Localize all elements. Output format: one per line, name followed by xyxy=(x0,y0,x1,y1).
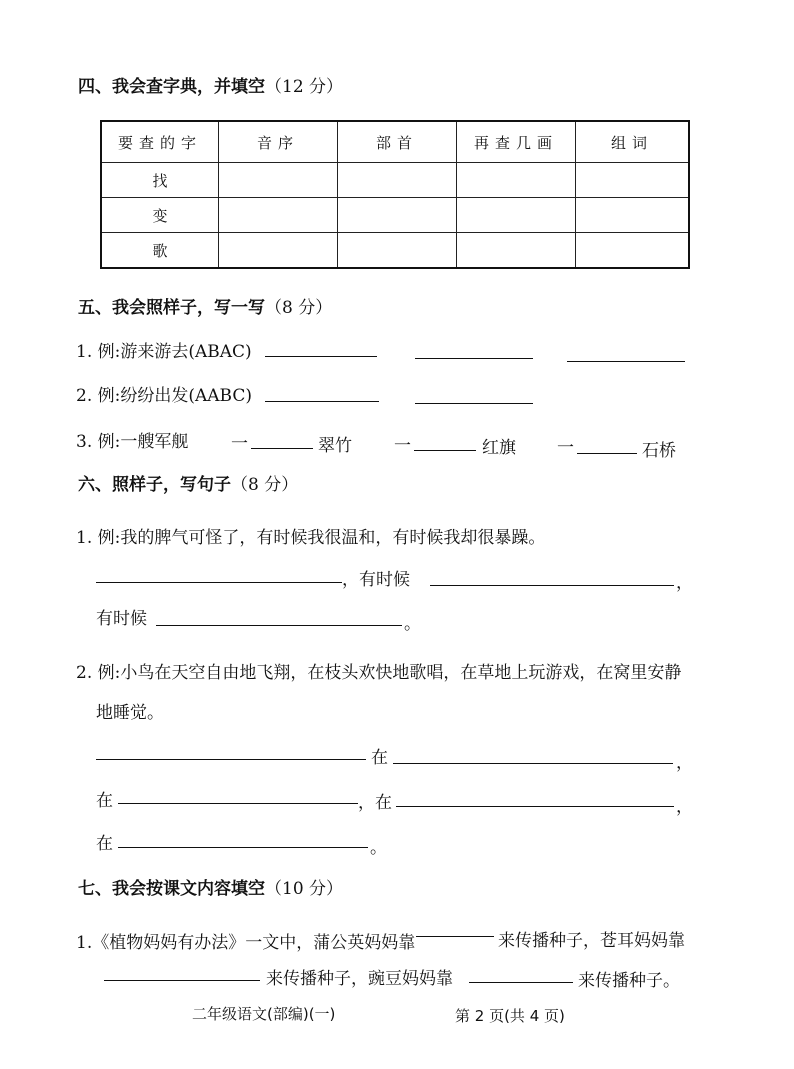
measure-word-blank[interactable] xyxy=(251,448,313,449)
period: 。 xyxy=(370,838,387,858)
table-row xyxy=(101,163,689,198)
measure-word-blank[interactable] xyxy=(414,450,476,451)
zai-char: 在 xyxy=(96,834,113,854)
section5-score: （8 分） xyxy=(265,298,333,318)
answer-cell[interactable] xyxy=(219,198,338,233)
comma-zai: ，在 xyxy=(358,793,392,813)
answer-blank[interactable] xyxy=(469,982,573,983)
s6-q1-line2: 有时候 xyxy=(96,609,147,629)
yi-char: 一 xyxy=(231,434,248,454)
answer-cell[interactable] xyxy=(576,233,690,269)
answer-blank[interactable] xyxy=(265,356,377,357)
section4-heading xyxy=(78,72,343,97)
yi-char: 一 xyxy=(557,438,574,458)
table-header-row xyxy=(101,121,689,163)
answer-blank[interactable] xyxy=(416,936,494,937)
char-cell: 找 xyxy=(101,163,219,198)
period: 。 xyxy=(404,614,421,634)
answer-cell[interactable] xyxy=(576,163,690,198)
table-row xyxy=(101,198,689,233)
table-header-cell: 要查的字 xyxy=(101,121,219,163)
answer-blank[interactable] xyxy=(156,625,402,626)
answer-blank[interactable] xyxy=(118,847,368,848)
comma: ， xyxy=(676,753,693,773)
s6-q1-mid: ，有时候 xyxy=(342,570,410,590)
yi-char: 一 xyxy=(394,436,411,456)
char-cell: 变 xyxy=(101,198,219,233)
section7-heading xyxy=(78,874,343,899)
zai-char: 在 xyxy=(96,791,113,811)
answer-cell[interactable] xyxy=(457,233,576,269)
answer-blank[interactable] xyxy=(104,980,260,981)
table-header-cell: 音序 xyxy=(219,121,338,163)
answer-cell[interactable] xyxy=(219,163,338,198)
table-header-cell: 组词 xyxy=(576,121,690,163)
section7-score: （10 分） xyxy=(265,879,344,899)
s5-q1-example: 1. 例:游来游去(ABAC) xyxy=(76,342,252,362)
noun-word: 翠竹 xyxy=(318,436,352,456)
answer-cell[interactable] xyxy=(457,198,576,233)
char-cell: 歌 xyxy=(101,233,219,269)
section7-title: 七、我会按课文内容填空 xyxy=(78,879,265,899)
answer-blank[interactable] xyxy=(96,582,342,583)
s6-q1-example: 1. 例:我的脾气可怪了，有时候我很温和，有时候我却很暴躁。 xyxy=(76,528,546,548)
s7-q1-part-a: 1.《植物妈妈有办法》一文中，蒲公英妈妈靠 xyxy=(76,933,416,953)
noun-word: 红旗 xyxy=(482,438,516,458)
s7-q1-part-d: 来传播种子。 xyxy=(578,971,680,991)
dictionary-table xyxy=(100,120,690,269)
section6-score: （8 分） xyxy=(231,475,299,495)
section6-title: 六、照样子，写句子 xyxy=(78,475,231,495)
section6-heading xyxy=(78,470,298,495)
answer-blank[interactable] xyxy=(415,403,533,404)
comma: ， xyxy=(676,573,693,593)
answer-blank[interactable] xyxy=(265,401,379,402)
answer-cell[interactable] xyxy=(338,233,457,269)
zai-char: 在 xyxy=(371,748,388,768)
comma: ， xyxy=(676,797,693,817)
answer-blank[interactable] xyxy=(430,585,674,586)
footer-page-number: 第 2 页(共 4 页) xyxy=(455,1007,565,1025)
answer-blank[interactable] xyxy=(415,358,533,359)
section5-title: 五、我会照样子，写一写 xyxy=(78,298,265,318)
section4-score: （12 分） xyxy=(265,77,344,97)
s6-q2-example-line1: 2. 例:小鸟在天空自由地飞翔，在枝头欢快地歌唱，在草地上玩游戏，在窝里安静 xyxy=(76,663,682,683)
answer-blank[interactable] xyxy=(567,361,685,362)
table-header-cell: 部首 xyxy=(338,121,457,163)
answer-cell[interactable] xyxy=(338,163,457,198)
measure-word-blank[interactable] xyxy=(577,453,637,454)
answer-blank[interactable] xyxy=(396,806,674,807)
section4-title: 四、我会查字典，并填空 xyxy=(78,77,265,97)
answer-cell[interactable] xyxy=(576,198,690,233)
table-row xyxy=(101,233,689,269)
answer-blank[interactable] xyxy=(96,759,366,760)
answer-cell[interactable] xyxy=(457,163,576,198)
table-header-cell: 再查几画 xyxy=(457,121,576,163)
s6-q2-example-line2: 地睡觉。 xyxy=(96,703,164,723)
s7-q1-part-c: 来传播种子，豌豆妈妈靠 xyxy=(266,969,453,989)
answer-cell[interactable] xyxy=(219,233,338,269)
s5-q3-example: 3. 例:一艘军舰 xyxy=(76,432,189,452)
answer-cell[interactable] xyxy=(338,198,457,233)
s7-q1-part-b: 来传播种子，苍耳妈妈靠 xyxy=(498,931,685,951)
noun-word: 石桥 xyxy=(642,441,676,461)
section5-heading xyxy=(78,293,332,318)
s5-q2-example: 2. 例:纷纷出发(AABC) xyxy=(76,386,252,406)
answer-blank[interactable] xyxy=(393,763,673,764)
answer-blank[interactable] xyxy=(118,803,358,804)
footer-subject: 二年级语文(部编)(一) xyxy=(192,1005,336,1023)
